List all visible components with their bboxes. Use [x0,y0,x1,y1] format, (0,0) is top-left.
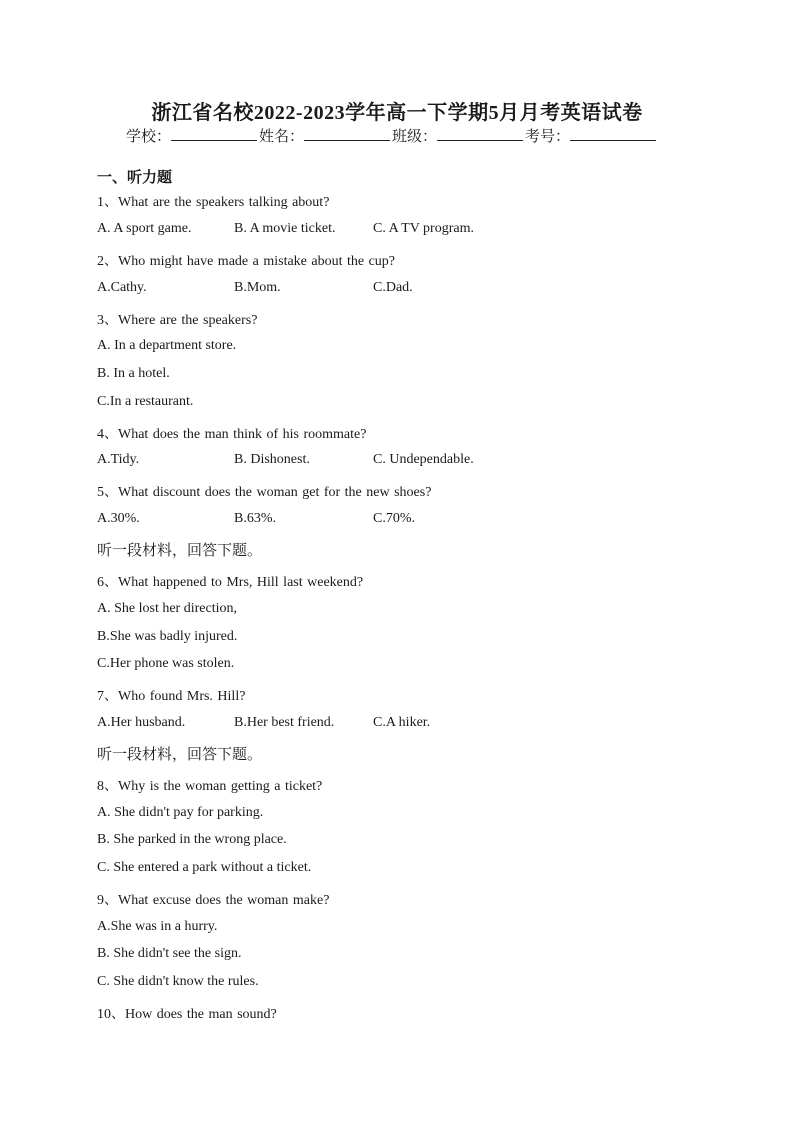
question-9: 9、What excuse does the woman make? [97,893,330,908]
school-blank [171,126,257,141]
question-7-option-b: B.Her best friend. [234,715,335,730]
listening-instruction: 听一段材料，回答下题。 [97,543,263,559]
question-1-option-a: A. A sport game. [97,221,192,236]
question-2: 2、Who might have made a mistake about the cup? [97,254,396,269]
name-label: 姓名： [259,129,305,145]
question-8-option-b: B. She parked in the wrong place. [97,832,287,847]
question-5-option-a: A.30%. [97,511,140,526]
question-6: 6、What happened to Mrs, Hill last weekend? [97,575,364,590]
question-9-option-a: A.She was in a hurry. [97,919,218,934]
question-3: 3、Where are the speakers? [97,313,258,328]
name-blank [304,126,390,141]
question-7-option-c: C.A hiker. [373,715,431,730]
question-5-option-b: B.63%. [234,511,276,526]
question-4: 4、What does the man think of his roommate? [97,427,367,442]
question-6-option-b: B.She was badly injured. [97,629,238,644]
question-5-option-c: C.70%. [373,511,415,526]
question-3-option-a: A. In a department store. [97,338,237,353]
question-1-option-b: B. A movie ticket. [234,221,336,236]
question-6-option-a: A. She lost her direction, [97,601,237,616]
question-5: 5、What discount does the woman get for the new shoes? [97,485,432,500]
question-8: 8、Why is the woman getting a ticket? [97,779,323,794]
question-6-option-c: C.Her phone was stolen. [97,656,235,671]
question-2-option-b: B.Mom. [234,280,281,295]
question-3-option-c: C.In a restaurant. [97,394,194,409]
question-8-option-a: A. She didn't pay for parking. [97,805,264,820]
question-1-option-c: C. A TV program. [373,221,474,236]
question-1: 1、What are the speakers talking about? [97,195,330,210]
class-blank [437,126,523,141]
exam-number-label: 考号： [525,129,571,145]
student-info-row [126,125,686,146]
exam-number-blank [570,126,656,141]
question-4-option-b: B. Dishonest. [234,452,310,467]
page-title: 浙江省名校2022-2023学年高一下学期5月月考英语试卷 [151,102,643,124]
question-2-option-a: A.Cathy. [97,280,147,295]
question-4-option-c: C. Undependable. [373,452,474,467]
question-2-option-c: C.Dad. [373,280,413,295]
question-10: 10、How does the man sound? [97,1007,277,1022]
listening-instruction: 听一段材料，回答下题。 [97,747,263,763]
question-9-option-b: B. She didn't see the sign. [97,946,242,961]
question-3-option-b: B. In a hotel. [97,366,170,381]
section-heading: 一、听力题 [97,170,173,186]
class-label: 班级： [392,129,438,145]
question-8-option-c: C. She entered a park without a ticket. [97,860,312,875]
question-9-option-c: C. She didn't know the rules. [97,974,259,989]
school-label: 学校： [126,129,172,145]
question-4-option-a: A.Tidy. [97,452,140,467]
question-7: 7、Who found Mrs. Hill? [97,689,246,704]
question-7-option-a: A.Her husband. [97,715,186,730]
